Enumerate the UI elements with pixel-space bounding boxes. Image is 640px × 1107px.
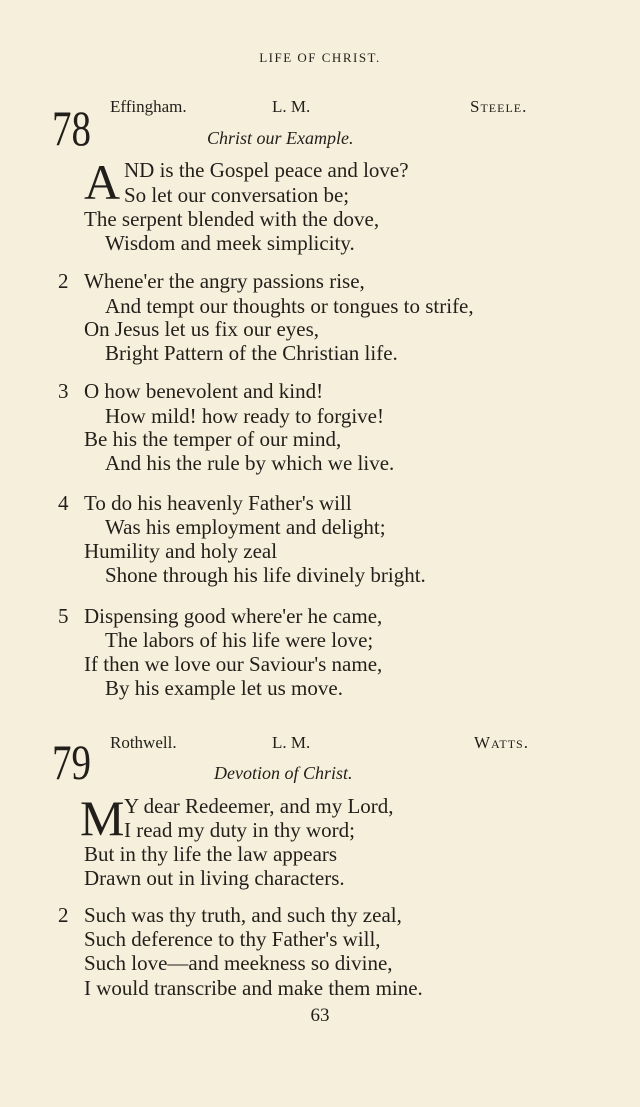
verse-line: How mild! how ready to forgive! <box>105 404 384 428</box>
stanza-number: 2 <box>58 903 69 927</box>
verse-line: Y dear Redeemer, and my Lord, <box>124 794 394 818</box>
verse-line: O how benevolent and kind! <box>84 379 324 403</box>
verse-line: And tempt our thoughts or tongues to strife, <box>105 294 474 318</box>
hymn-author: Steele. <box>470 97 528 116</box>
hymn-number: 78 <box>52 100 91 156</box>
verse-line: I read my duty in thy word; <box>124 818 355 842</box>
running-head: LIFE OF CHRIST. <box>259 50 381 65</box>
hymn-number: 79 <box>52 734 91 790</box>
verse-line: Drawn out in living characters. <box>84 866 345 890</box>
verse-line: Humility and holy zeal <box>84 539 278 563</box>
stanza-number: 2 <box>58 269 69 293</box>
verse-line: I would transcribe and make them mine. <box>84 976 423 1000</box>
verse-line: Such deference to thy Father's will, <box>84 927 381 951</box>
verse-line: So let our conversation be; <box>124 183 350 207</box>
verse-line: But in thy life the law appears <box>84 842 338 866</box>
verse-line: If then we love our Saviour's name, <box>84 652 383 676</box>
verse-line: By his example let us move. <box>105 676 343 700</box>
drop-cap: A <box>84 154 121 210</box>
stanza-number: 4 <box>58 491 69 515</box>
hymn-tune: Rothwell. <box>110 733 177 752</box>
verse-line: Shone through his life divinely bright. <box>105 563 426 587</box>
verse-line: Wisdom and meek simplicity. <box>105 231 355 255</box>
hymn-author: Watts. <box>474 733 529 752</box>
verse-line: Dispensing good where'er he came, <box>84 604 383 628</box>
verse-line: Whene'er the angry passions rise, <box>84 269 365 293</box>
verse-line: And his the rule by which we live. <box>105 451 395 475</box>
hymn-title: Devotion of Christ. <box>214 763 353 783</box>
hymn-title: Christ our Example. <box>207 128 354 148</box>
stanza-number: 3 <box>58 379 69 403</box>
verse-line: Bright Pattern of the Christian life. <box>105 341 398 365</box>
hymn-meter: L. M. <box>272 733 311 752</box>
verse-line: Such was thy truth, and such thy zeal, <box>84 903 402 927</box>
verse-line: Be his the temper of our mind, <box>84 427 342 451</box>
verse-line: ND is the Gospel peace and love? <box>124 158 409 182</box>
hymn-meter: L. M. <box>272 97 311 116</box>
verse-line: Was his employment and delight; <box>105 515 386 539</box>
verse-line: On Jesus let us fix our eyes, <box>84 317 320 341</box>
hymn-tune: Effingham. <box>110 97 187 116</box>
verse-line: Such love—and meekness so divine, <box>84 951 393 975</box>
stanza-number: 5 <box>58 604 69 628</box>
page-number: 63 <box>310 1005 330 1026</box>
drop-cap: M <box>80 790 125 846</box>
verse-line: To do his heavenly Father's will <box>84 491 352 515</box>
verse-line: The serpent blended with the dove, <box>84 207 380 231</box>
verse-line: The labors of his life were love; <box>105 628 374 652</box>
